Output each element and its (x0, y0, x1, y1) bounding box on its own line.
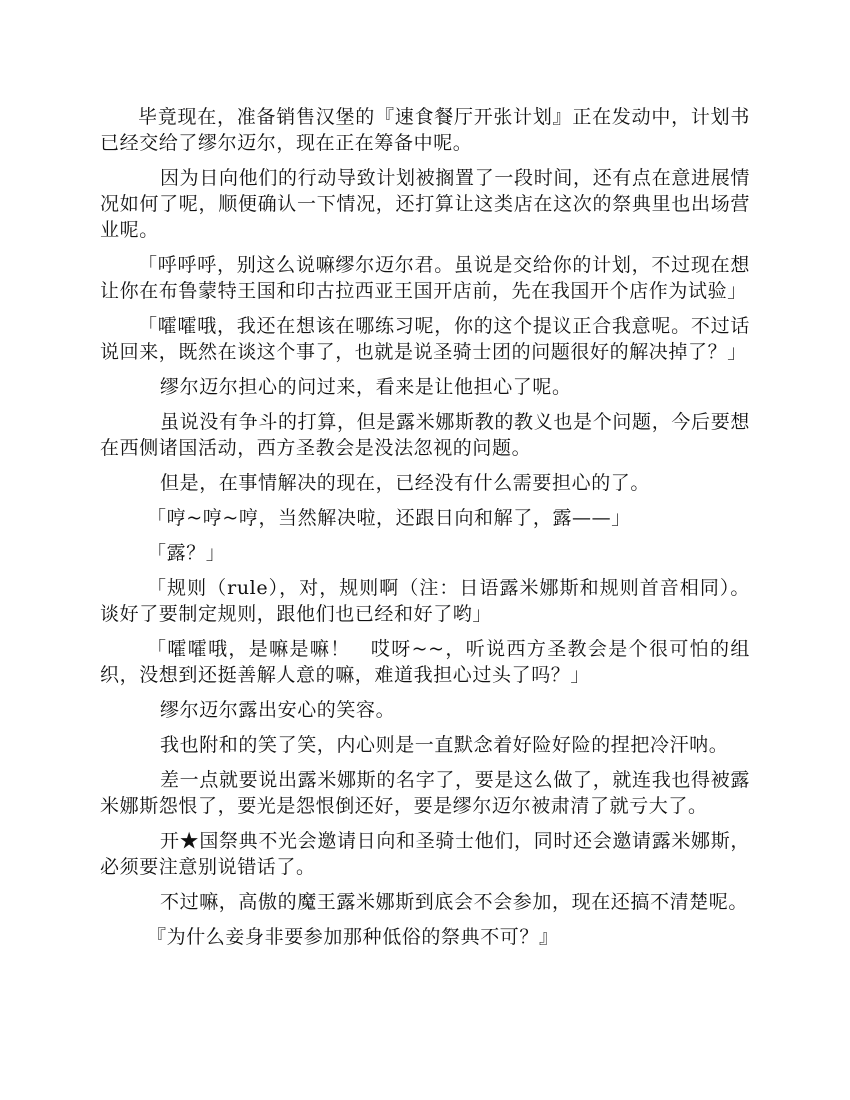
paragraph-4: 「嚯嚯哦，我还在想该在哪练习呢，你的这个提议正合我意呢。不过话说回来，既然在谈这个事了，也就是说圣骑士团的问题很好的解决掉了？」 (100, 315, 750, 363)
document-page (100, 104, 750, 959)
paragraph-5: 缪尔迈尔担心的问过来，看来是让他担心了呢。 (160, 376, 572, 398)
paragraph-10: 「规则（rule），对，规则啊（注：日语露米娜斯和规则首音相同）。谈好了要制定规则，跟他们也已经和好了哟」 (100, 577, 750, 625)
paragraph-6: 虽说没有争斗的打算，但是露米娜斯教的教义也是个问题，今后要想在西侧诸国活动，西方圣教会是没法忽视的问题。 (100, 411, 750, 459)
paragraph-1: 毕竟现在，准备销售汉堡的『速食餐厅开张计划』正在发动中，计划书已经交给了缪尔迈尔，现在正在筹备中呢。 (100, 106, 750, 154)
paragraph-2: 因为日向他们的行动导致计划被搁置了一段时间，还有点在意进展情况如何了呢，顺便确认一下情况，还打算让这类店在这次的祭典里也出场营业呢。 (100, 167, 750, 241)
paragraph-7: 但是，在事情解决的现在，已经没有什么需要担心的了。 (160, 472, 651, 494)
paragraph-3: 「呼呼呼，别这么说嘛缪尔迈尔君。虽说是交给你的计划，不过现在想让你在布鲁蒙特王国和印古拉西亚王国开店前，先在我国开个店作为试验」 (100, 254, 750, 302)
paragraph-14: 差一点就要说出露米娜斯的名字了，要是这么做了，就连我也得被露米娜斯怨恨了，要光是怨恨倒还好，要是缪尔迈尔被肃清了就亏大了。 (100, 769, 750, 817)
paragraph-13: 我也附和的笑了笑，内心则是一直默念着好险好险的捏把冷汗呐。 (160, 734, 729, 756)
paragraph-8: 「哼~哼~哼，当然解决啦，还跟日向和解了，露——」 (147, 507, 631, 529)
paragraph-16: 不过嘛，高傲的魔王露米娜斯到底会不会参加，现在还搞不清楚呢。 (160, 891, 749, 913)
paragraph-17: 『为什么妾身非要参加那种低俗的祭典不可？』 (147, 926, 559, 948)
paragraph-11: 「嚯嚯哦，是嘛是嘛！ 哎呀~~，听说西方圣教会是个很可怕的组织，没想到还挺善解人意的嘛，难道我担心过头了吗？」 (100, 638, 750, 686)
paragraph-12: 缪尔迈尔露出安心的笑容。 (160, 699, 396, 721)
paragraph-9: 「露？」 (147, 542, 226, 564)
paragraph-15: 开★国祭典不光会邀请日向和圣骑士他们，同时还会邀请露米娜斯，必须要注意别说错话了。 (100, 830, 750, 878)
